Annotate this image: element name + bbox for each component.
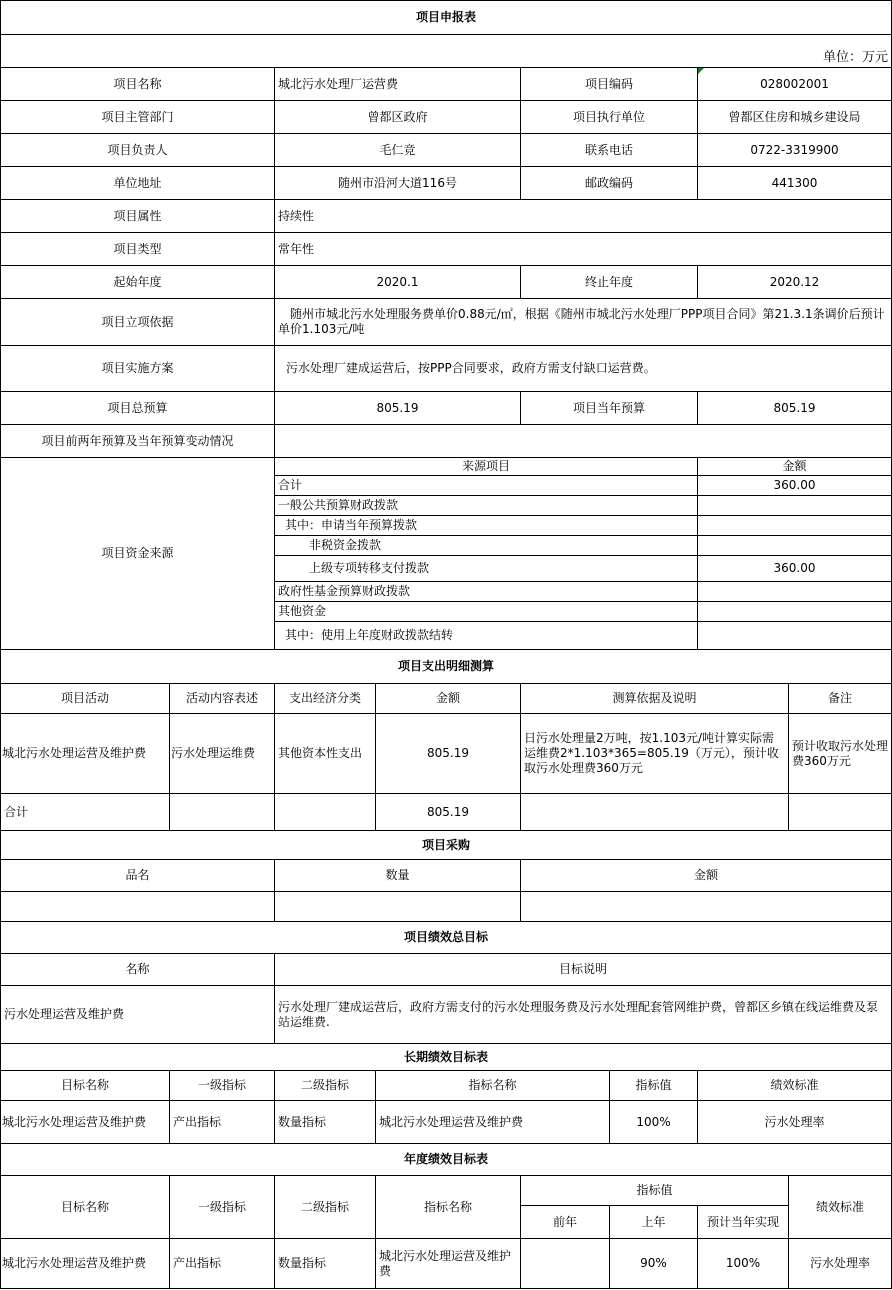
procurement-header-item: 品名 <box>1 860 275 892</box>
goal-name: 污水处理运营及维护费 <box>1 986 275 1044</box>
expense-total-empty <box>789 794 892 831</box>
attr-value: 持续性 <box>275 200 892 233</box>
change-value <box>275 425 892 458</box>
goal-header-name: 名称 <box>1 954 275 986</box>
annual-cell: 污水处理率 <box>789 1239 892 1289</box>
annual-header: 指标值 <box>521 1176 789 1206</box>
type-label: 项目类型 <box>1 233 275 266</box>
long-term-header: 指标值 <box>610 1071 698 1101</box>
procurement-header-qty: 数量 <box>275 860 521 892</box>
funds-row-amount <box>698 536 892 556</box>
funds-row-amount <box>698 602 892 622</box>
annual-header: 指标名称 <box>376 1176 521 1239</box>
exec-value: 曾都区住房和城乡建设局 <box>698 101 892 134</box>
funds-source-header: 来源项目 <box>275 458 698 476</box>
annual-header: 目标名称 <box>1 1176 170 1239</box>
annual-cell: 城北污水处理运营及维护费 <box>1 1239 170 1289</box>
funds-row-name: 其中：使用上年度财政拨款结转 <box>275 622 698 650</box>
name-label: 项目名称 <box>1 68 275 101</box>
code-label: 项目编码 <box>521 68 698 101</box>
annual-cell: 产出指标 <box>170 1239 275 1289</box>
annual-header: 二级指标 <box>275 1176 376 1239</box>
annual-sub-header: 上年 <box>610 1206 698 1239</box>
phone-value: 0722-3319900 <box>698 134 892 167</box>
goal-section-title: 项目绩效总目标 <box>1 922 892 954</box>
expense-header-category: 支出经济分类 <box>275 684 376 714</box>
expense-header-content: 活动内容表述 <box>170 684 275 714</box>
annual-cell: 数量指标 <box>275 1239 376 1289</box>
exec-label: 项目执行单位 <box>521 101 698 134</box>
funds-row-name: 其他资金 <box>275 602 698 622</box>
leader-value: 毛仁竞 <box>275 134 521 167</box>
funds-row-amount: 360.00 <box>698 556 892 582</box>
zip-label: 邮政编码 <box>521 167 698 200</box>
procurement-cell <box>1 892 275 922</box>
funds-row-name: 一般公共预算财政拨款 <box>275 496 698 516</box>
annual-cell <box>521 1239 610 1289</box>
code-value-text: 028002001 <box>760 76 829 91</box>
annual-cell: 100% <box>698 1239 789 1289</box>
annual-cell: 城北污水处理运营及维护费 <box>376 1239 521 1289</box>
long-term-header: 绩效标准 <box>698 1071 892 1101</box>
dept-label: 项目主管部门 <box>1 101 275 134</box>
procurement-header-amount: 金额 <box>521 860 892 892</box>
expense-total-empty <box>521 794 789 831</box>
procurement-cell <box>275 892 521 922</box>
expense-header-amount: 金额 <box>376 684 521 714</box>
annual-section-title: 年度绩效目标表 <box>1 1144 892 1176</box>
start-value: 2020.1 <box>275 266 521 299</box>
expense-header-basis: 测算依据及说明 <box>521 684 789 714</box>
procurement-section-title: 项目采购 <box>1 831 892 860</box>
funds-row-name: 政府性基金预算财政拨款 <box>275 582 698 602</box>
plan-value: 污水处理厂建成运营后，按PPP合同要求，政府方需支付缺口运营费。 <box>275 346 892 392</box>
long-term-header: 指标名称 <box>376 1071 610 1101</box>
unit-label: 单位：万元 <box>1 35 892 68</box>
expense-basis: 日污水处理量2万吨，按1.103元/吨计算实际需运维费2*1.103*365=805.19（万元），预计收取污水处理费360万元 <box>521 714 789 794</box>
funds-row-amount <box>698 622 892 650</box>
expense-total-empty <box>170 794 275 831</box>
expense-total-amount: 805.19 <box>376 794 521 831</box>
goal-desc: 污水处理厂建成运营后，政府方需支付的污水处理服务费及污水处理配套管网维护费，曾都区乡镇在线运维费及泵站运维费. <box>275 986 892 1044</box>
code-value <box>698 68 892 101</box>
long-term-header: 目标名称 <box>1 1071 170 1101</box>
start-label: 起始年度 <box>1 266 275 299</box>
expense-header-activity: 项目活动 <box>1 684 170 714</box>
expense-section-title: 项目支出明细测算 <box>1 650 892 684</box>
end-label: 终止年度 <box>521 266 698 299</box>
phone-label: 联系电话 <box>521 134 698 167</box>
change-label: 项目前两年预算及当年预算变动情况 <box>1 425 275 458</box>
long-term-cell: 产出指标 <box>170 1101 275 1144</box>
expense-header-note: 备注 <box>789 684 892 714</box>
funds-row-name: 非税资金拨款 <box>275 536 698 556</box>
long-term-header: 一级指标 <box>170 1071 275 1101</box>
cell-comment-marker <box>698 68 704 74</box>
funds-row-name: 其中：申请当年预算拨款 <box>275 516 698 536</box>
funds-label: 项目资金来源 <box>1 458 275 650</box>
funds-row-name: 合计 <box>275 476 698 496</box>
annual-header: 绩效标准 <box>789 1176 892 1239</box>
funds-row-amount <box>698 516 892 536</box>
expense-note: 预计收取污水处理费360万元 <box>789 714 892 794</box>
attr-label: 项目属性 <box>1 200 275 233</box>
expense-total-label: 合计 <box>1 794 170 831</box>
year-value: 805.19 <box>698 392 892 425</box>
goal-header-desc: 目标说明 <box>275 954 892 986</box>
long-term-cell: 数量指标 <box>275 1101 376 1144</box>
long-term-cell: 污水处理率 <box>698 1101 892 1144</box>
long-term-cell: 城北污水处理运营及维护费 <box>1 1101 170 1144</box>
expense-amount: 805.19 <box>376 714 521 794</box>
total-label: 项目总预算 <box>1 392 275 425</box>
basis-value: 随州市城北污水处理服务费单价0.88元/㎡，根据《随州市城北污水处理厂PPP项目合同》第21.3.1条调价后预计单价1.103元/吨 <box>275 299 892 346</box>
long-term-header: 二级指标 <box>275 1071 376 1101</box>
basis-label: 项目立项依据 <box>1 299 275 346</box>
annual-cell: 90% <box>610 1239 698 1289</box>
end-value: 2020.12 <box>698 266 892 299</box>
long-term-cell: 城北污水处理运营及维护费 <box>376 1101 610 1144</box>
total-value: 805.19 <box>275 392 521 425</box>
expense-category: 其他资本性支出 <box>275 714 376 794</box>
annual-sub-header: 前年 <box>521 1206 610 1239</box>
annual-header: 一级指标 <box>170 1176 275 1239</box>
plan-label: 项目实施方案 <box>1 346 275 392</box>
year-label: 项目当年预算 <box>521 392 698 425</box>
addr-value: 随州市沿河大道116号 <box>275 167 521 200</box>
type-value: 常年性 <box>275 233 892 266</box>
annual-sub-header: 预计当年实现 <box>698 1206 789 1239</box>
funds-amount-header: 金额 <box>698 458 892 476</box>
procurement-cell <box>521 892 892 922</box>
dept-value: 曾都区政府 <box>275 101 521 134</box>
leader-label: 项目负责人 <box>1 134 275 167</box>
funds-row-amount <box>698 582 892 602</box>
name-value: 城北污水处理厂运营费 <box>275 68 521 101</box>
addr-label: 单位地址 <box>1 167 275 200</box>
page-title: 项目申报表 <box>1 1 892 35</box>
long-term-section-title: 长期绩效目标表 <box>1 1044 892 1071</box>
expense-content: 污水处理运维费 <box>170 714 275 794</box>
funds-row-name: 上级专项转移支付拨款 <box>275 556 698 582</box>
funds-row-amount <box>698 496 892 516</box>
funds-row-amount: 360.00 <box>698 476 892 496</box>
expense-total-empty <box>275 794 376 831</box>
expense-activity: 城北污水处理运营及维护费 <box>1 714 170 794</box>
long-term-cell: 100% <box>610 1101 698 1144</box>
zip-value: 441300 <box>698 167 892 200</box>
